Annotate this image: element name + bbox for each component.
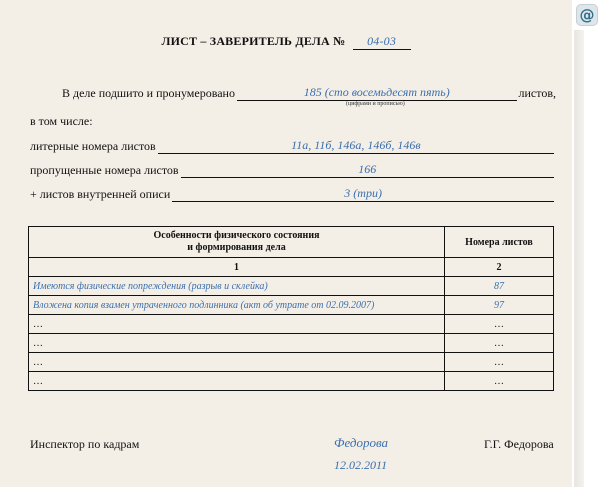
- stitched-hint: (цифрами и прописью): [346, 101, 405, 107]
- stitched-label: В деле подшито и пронумеровано: [62, 86, 235, 100]
- at-icon[interactable]: @: [576, 4, 598, 26]
- row-pages: …: [445, 315, 554, 334]
- inventory-row: [30, 186, 556, 202]
- title-text: ЛИСТ – ЗАВЕРИТЕЛЬ ДЕЛА №: [161, 34, 346, 48]
- index-col1: 1: [29, 258, 445, 277]
- row-pages: …: [445, 353, 554, 372]
- signer-position: Инспектор по кадрам: [30, 437, 140, 451]
- row-desc: …: [29, 334, 445, 353]
- stitched-suffix: листов,: [518, 86, 556, 100]
- literal-label: литерные номера листов: [30, 139, 156, 153]
- row-pages: 97: [445, 296, 554, 315]
- document-title: [0, 34, 572, 50]
- index-col2: 2: [445, 258, 554, 277]
- table-row: [29, 372, 554, 391]
- table-row: [29, 296, 554, 315]
- row-desc: …: [29, 315, 445, 334]
- row-desc: Имеются физические попреждения (разрыв и склейка): [29, 277, 445, 296]
- stitched-row: [62, 85, 556, 101]
- inventory-label: + листов внутренней описи: [30, 187, 171, 201]
- table-row: [29, 277, 554, 296]
- literal-value: 11а, 11б, 146а, 146б, 146в: [158, 138, 554, 154]
- signer-name: Г.Г. Федорова: [484, 437, 554, 451]
- stitched-value: 185 (сто восемьдесят пять): [237, 85, 517, 101]
- table-index-row: [29, 258, 554, 277]
- row-pages: …: [445, 372, 554, 391]
- missing-row: [30, 162, 556, 178]
- scroll-strip: [574, 30, 584, 487]
- header-condition-line1: Особенности физического состояния: [153, 230, 320, 241]
- case-number: 04-03: [353, 34, 411, 50]
- table-row: [29, 353, 554, 372]
- row-desc: …: [29, 372, 445, 391]
- row-pages: …: [445, 334, 554, 353]
- signature-handwritten: Федорова: [334, 435, 389, 450]
- missing-value: 166: [181, 162, 554, 178]
- including-row: [30, 114, 230, 129]
- missing-label: пропущенные номера листов: [30, 163, 179, 177]
- table-header-row: [29, 227, 554, 258]
- literal-row: [30, 138, 556, 154]
- table-header-condition: [29, 227, 445, 258]
- row-desc: …: [29, 353, 445, 372]
- inventory-value: 3 (три): [172, 186, 554, 202]
- row-pages: 87: [445, 277, 554, 296]
- table-row: [29, 315, 554, 334]
- right-sidebar: [572, 0, 600, 487]
- header-condition-line2: и формирования дела: [187, 242, 286, 253]
- including-label: в том числе:: [30, 114, 93, 128]
- row-desc: Вложена копия взамен утраченного подлинника (акт об утрате от 02.09.2007): [29, 296, 445, 315]
- table-row: [29, 334, 554, 353]
- condition-table: [28, 226, 554, 391]
- table-header-pages: Номера листов: [445, 227, 554, 258]
- signature-date: 12.02.2011: [334, 458, 388, 472]
